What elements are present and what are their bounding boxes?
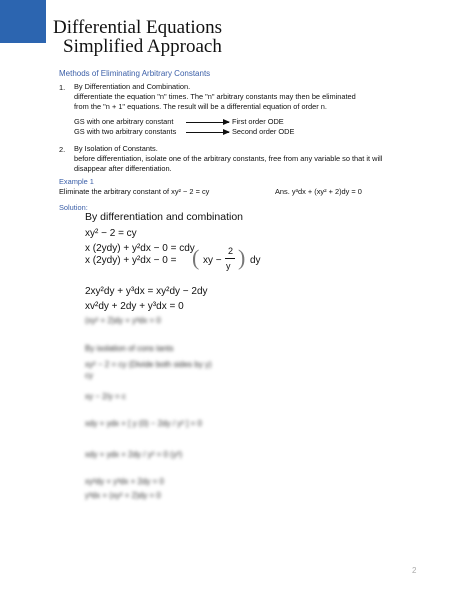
method2-title: By Isolation of Constants.: [74, 144, 158, 153]
equation-3-denominator: y: [226, 261, 231, 271]
method2-line2: disappear after differentiation.: [74, 164, 172, 173]
gs2-label: GS with two arbitrary constants: [74, 127, 177, 136]
isolation-step-7: y³dx + (xy² + 2)dy = 0: [85, 491, 161, 500]
page-number: 2: [412, 566, 417, 575]
isolation-step-6: xy²dy + y³dx + 2dy = 0: [85, 477, 164, 486]
section-title: Methods of Eliminating Arbitrary Constants: [59, 69, 211, 78]
equation-3-left: x (2ydy) + y²dx − 0 =: [85, 255, 177, 266]
solution-heading: By differentiation and combination: [85, 211, 243, 223]
gs1-result: First order ODE: [232, 117, 284, 126]
gs2-arrow: [186, 132, 229, 133]
method1-title: By Differentiation and Combination.: [74, 82, 191, 91]
isolation-step-5: xdy + ydx + 2dy / y² = 0 (y²): [85, 450, 183, 459]
isolation-step-4: xdy + ydx + [ y (0) − 2dy / y² ] = 0: [85, 419, 202, 428]
equation-3-right: dy: [250, 255, 261, 266]
isolation-step-3: xy − 2/y = c: [85, 392, 126, 401]
gs2-result: Second order ODE: [232, 127, 295, 136]
equation-3-numerator: 2: [228, 246, 234, 256]
equation-4: 2xy²dy + y³dx = xy²dy − 2dy: [85, 286, 208, 297]
equation-3-mid: xy −: [203, 255, 222, 266]
equation-2: x (2ydy) + y²dx − 0 = cdy: [85, 243, 195, 254]
solution-label: Solution:: [59, 203, 88, 212]
gs1-label: GS with one arbitrary constant: [74, 117, 174, 126]
method1-line2: from the "n + 1" equations. The result will be a differential equation of order n.: [74, 102, 327, 111]
equation-6: (xy² + 2)dy + y³dx = 0: [85, 316, 161, 325]
method2-line1: before differentiation, isolate one of the arbitrary constants, free from any variable so that it will: [74, 154, 383, 163]
method1-line1: differentiate the equation "n" times. The "n" arbitrary constants may then be eliminated: [74, 92, 356, 101]
method2-number: 2.: [59, 145, 66, 154]
gs1-arrow: [186, 122, 229, 123]
example-answer: Ans. y³dx + (xy² + 2)dy = 0: [275, 187, 362, 196]
isolation-heading: By isolation of cons tants: [85, 344, 174, 353]
method1-number: 1.: [59, 83, 66, 92]
header-color-block: [0, 0, 46, 43]
page-title-line1: Differential Equations: [53, 17, 223, 38]
page-title-line2: Simplified Approach: [63, 36, 222, 57]
equation-3-left-paren: (: [192, 245, 200, 270]
example-label: Example 1: [59, 177, 94, 186]
equation-3-right-paren: ): [238, 245, 246, 270]
example-problem: Eliminate the arbitrary constant of xy² − 2 = cy: [59, 187, 210, 196]
equation-5: xv²dy + 2dy + y³dx = 0: [85, 301, 184, 312]
isolation-step-2: cy: [85, 371, 93, 380]
equation-1: xy² − 2 = cy: [85, 228, 137, 239]
isolation-step-1: xy² − 2 = cy (Divide both sides by y): [85, 360, 212, 369]
